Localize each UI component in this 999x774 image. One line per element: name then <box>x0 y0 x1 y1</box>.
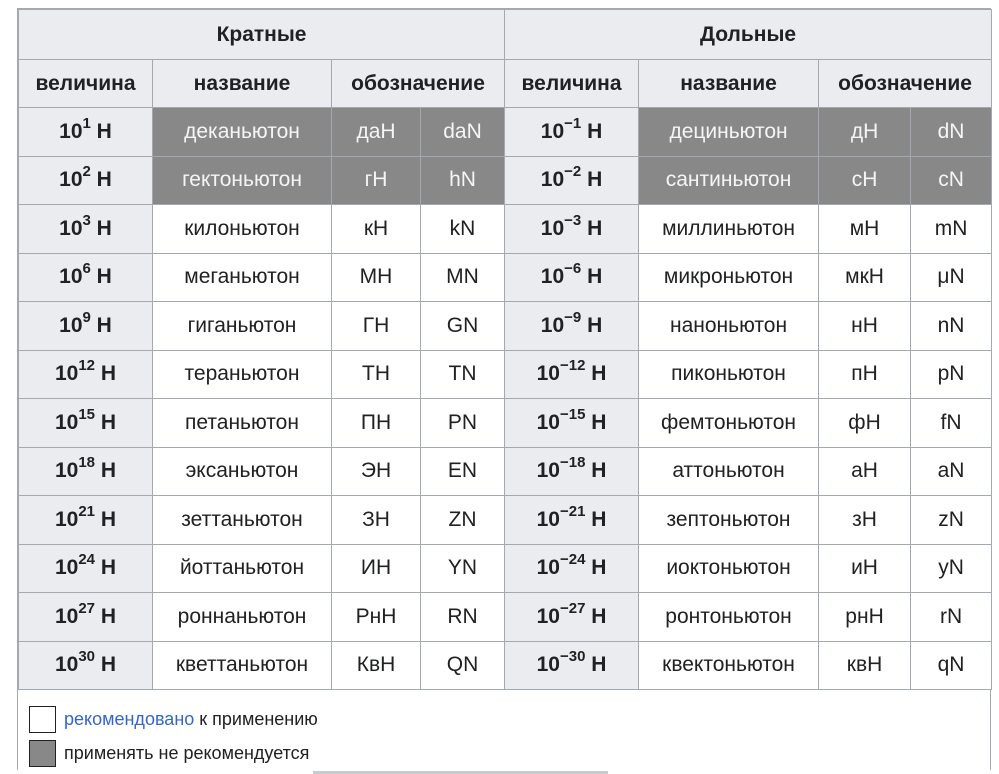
unit-name-cell: тераньютон <box>153 350 332 399</box>
legend <box>18 691 990 770</box>
russian-symbol-cell: дН <box>819 108 911 157</box>
group-header-row <box>19 10 992 60</box>
international-symbol-cell: nN <box>911 302 992 351</box>
quantity-column-header: величина <box>505 60 639 108</box>
quantity-unit: Н <box>90 168 112 192</box>
international-symbol-cell: yN <box>911 544 992 593</box>
quantity-exponent: −9 <box>564 308 582 326</box>
quantity-cell <box>19 253 153 302</box>
russian-symbol-cell: МН <box>332 253 421 302</box>
quantity-exponent: 6 <box>82 260 91 278</box>
unit-name-cell: кветтаньютон <box>153 641 332 690</box>
table-row <box>19 641 992 690</box>
quantity-base: 10 <box>536 507 560 531</box>
gray-swatch-icon <box>29 740 56 767</box>
russian-symbol-cell: даН <box>332 108 421 157</box>
quantity-unit: Н <box>581 216 603 240</box>
quantity-unit: Н <box>585 507 607 531</box>
quantity-exponent: −18 <box>559 454 586 472</box>
russian-symbol-cell: ГН <box>332 302 421 351</box>
international-symbol-cell: MN <box>421 253 505 302</box>
unit-name-cell: микроньютон <box>639 253 819 302</box>
quantity-base: 10 <box>536 362 560 386</box>
quantity-unit: Н <box>585 604 607 628</box>
quantity-base: 10 <box>540 313 565 337</box>
quantity-exponent: −27 <box>559 599 586 617</box>
russian-symbol-cell: КвН <box>332 641 421 690</box>
quantity-cell <box>19 302 153 351</box>
table-row <box>19 156 992 205</box>
quantity-unit: Н <box>95 556 117 580</box>
unit-name-cell: роннаньютон <box>153 593 332 642</box>
quantity-base: 10 <box>59 119 83 143</box>
russian-symbol-cell: ПН <box>332 399 421 448</box>
unit-name-cell: деканьютон <box>153 108 332 157</box>
quantity-unit: Н <box>90 265 112 289</box>
quantity-unit: Н <box>585 556 607 580</box>
quantity-cell <box>19 496 153 545</box>
quantity-unit: Н <box>95 459 117 483</box>
column-header-row <box>19 60 992 108</box>
table-row <box>19 350 992 399</box>
quantity-exponent: −1 <box>564 114 582 132</box>
quantity-unit: Н <box>585 459 607 483</box>
quantity-exponent: 12 <box>78 357 96 375</box>
quantity-unit: Н <box>95 410 117 434</box>
quantity-cell <box>505 544 639 593</box>
table-row <box>19 399 992 448</box>
international-symbol-cell: PN <box>421 399 505 448</box>
table-row <box>19 447 992 496</box>
quantity-unit: Н <box>90 216 112 240</box>
quantity-base: 10 <box>54 653 79 677</box>
quantity-base: 10 <box>59 216 83 240</box>
quantity-cell <box>505 447 639 496</box>
unit-name-cell: квектоньютон <box>639 641 819 690</box>
russian-symbol-cell: ЗН <box>332 496 421 545</box>
quantity-unit: Н <box>581 168 603 192</box>
quantity-exponent: −3 <box>564 211 582 229</box>
russian-symbol-cell: зН <box>819 496 911 545</box>
quantity-exponent: −15 <box>559 405 586 423</box>
quantity-exponent: −24 <box>559 551 586 569</box>
quantity-exponent: −30 <box>559 648 586 666</box>
table-row <box>19 205 992 254</box>
units-table-frame <box>17 8 991 770</box>
quantity-cell <box>505 302 639 351</box>
unit-name-cell: йоттаньютон <box>153 544 332 593</box>
international-symbol-cell: YN <box>421 544 505 593</box>
quantity-exponent: −2 <box>564 163 582 181</box>
quantity-exponent: 3 <box>82 211 91 229</box>
international-symbol-cell: TN <box>421 350 505 399</box>
quantity-unit: Н <box>95 362 117 386</box>
international-symbol-cell: daN <box>421 108 505 157</box>
quantity-base: 10 <box>59 265 83 289</box>
international-symbol-cell: kN <box>421 205 505 254</box>
table-row <box>19 496 992 545</box>
quantity-exponent: 15 <box>78 405 96 423</box>
quantity-cell <box>19 544 153 593</box>
quantity-unit: Н <box>95 507 117 531</box>
international-symbol-cell: RN <box>421 593 505 642</box>
unit-name-cell: зептоньютон <box>639 496 819 545</box>
quantity-base: 10 <box>54 410 79 434</box>
international-symbol-cell: ZN <box>421 496 505 545</box>
name-column-header: название <box>153 60 332 108</box>
legend-not-recommended <box>29 739 309 768</box>
quantity-cell <box>505 156 639 205</box>
russian-symbol-cell: ИН <box>332 544 421 593</box>
international-symbol-cell: mN <box>911 205 992 254</box>
quantity-base: 10 <box>540 119 565 143</box>
quantity-cell <box>505 593 639 642</box>
quantity-unit: Н <box>90 119 112 143</box>
unit-name-cell: пиконьютон <box>639 350 819 399</box>
international-symbol-cell: pN <box>911 350 992 399</box>
international-symbol-cell: qN <box>911 641 992 690</box>
russian-symbol-cell: кН <box>332 205 421 254</box>
quantity-cell <box>505 205 639 254</box>
quantity-cell <box>19 641 153 690</box>
table-row <box>19 544 992 593</box>
quantity-unit: Н <box>95 653 117 677</box>
quantity-base: 10 <box>536 604 560 628</box>
multiples-header: Кратные <box>19 10 505 60</box>
international-symbol-cell: μN <box>911 253 992 302</box>
international-symbol-cell: rN <box>911 593 992 642</box>
unit-name-cell: миллиньютон <box>639 205 819 254</box>
international-symbol-cell: zN <box>911 496 992 545</box>
quantity-unit: Н <box>585 653 607 677</box>
quantity-unit: Н <box>581 119 603 143</box>
quantity-unit: Н <box>585 362 607 386</box>
international-symbol-cell: dN <box>911 108 992 157</box>
international-symbol-cell: EN <box>421 447 505 496</box>
unit-name-cell: гектоньютон <box>153 156 332 205</box>
russian-symbol-cell: иН <box>819 544 911 593</box>
quantity-base: 10 <box>54 556 79 580</box>
legend-recommended <box>29 705 318 734</box>
russian-symbol-cell: РнН <box>332 593 421 642</box>
quantity-column-header: величина <box>19 60 153 108</box>
unit-name-cell: эксаньютон <box>153 447 332 496</box>
quantity-unit: Н <box>585 410 607 434</box>
quantity-exponent: 27 <box>78 599 96 617</box>
quantity-exponent: −12 <box>559 357 586 375</box>
quantity-cell <box>505 253 639 302</box>
unit-name-cell: меганьютон <box>153 253 332 302</box>
russian-symbol-cell: ТН <box>332 350 421 399</box>
unit-name-cell: ронтоньютон <box>639 593 819 642</box>
quantity-base: 10 <box>54 604 79 628</box>
submultiples-header: Дольные <box>505 10 992 60</box>
unit-name-cell: петаньютон <box>153 399 332 448</box>
quantity-base: 10 <box>536 459 560 483</box>
quantity-cell <box>505 496 639 545</box>
quantity-exponent: 24 <box>78 551 96 569</box>
quantity-base: 10 <box>540 216 565 240</box>
recommended-label: к применению <box>194 709 318 729</box>
quantity-cell <box>505 108 639 157</box>
quantity-base: 10 <box>54 507 79 531</box>
international-symbol-cell: hN <box>421 156 505 205</box>
quantity-exponent: 2 <box>82 163 91 181</box>
quantity-exponent: 21 <box>78 502 96 520</box>
russian-symbol-cell: пН <box>819 350 911 399</box>
russian-symbol-cell: квН <box>819 641 911 690</box>
quantity-base: 10 <box>536 653 560 677</box>
russian-symbol-cell: сН <box>819 156 911 205</box>
unit-name-cell: фемтоньютон <box>639 399 819 448</box>
quantity-exponent: 18 <box>78 454 96 472</box>
quantity-cell <box>19 593 153 642</box>
quantity-cell <box>505 399 639 448</box>
quantity-exponent: 30 <box>78 648 96 666</box>
not-recommended-label: применять не рекомендуется <box>64 743 310 763</box>
table-row <box>19 253 992 302</box>
quantity-unit: Н <box>90 313 112 337</box>
russian-symbol-cell: мкН <box>819 253 911 302</box>
unit-name-cell: наноньютон <box>639 302 819 351</box>
recommended-link[interactable]: рекомендовано <box>64 709 195 729</box>
symbol-column-header: обозначение <box>332 60 505 108</box>
table-row <box>19 108 992 157</box>
table-row <box>19 593 992 642</box>
russian-symbol-cell: фН <box>819 399 911 448</box>
symbol-column-header: обозначение <box>819 60 992 108</box>
unit-name-cell: килоньютон <box>153 205 332 254</box>
quantity-unit: Н <box>581 313 603 337</box>
quantity-cell <box>19 350 153 399</box>
quantity-base: 10 <box>540 168 565 192</box>
quantity-cell <box>19 156 153 205</box>
russian-symbol-cell: аН <box>819 447 911 496</box>
russian-symbol-cell: нН <box>819 302 911 351</box>
quantity-cell <box>19 205 153 254</box>
white-swatch-icon <box>29 706 56 733</box>
unit-name-cell: сантиньютон <box>639 156 819 205</box>
quantity-cell <box>505 641 639 690</box>
unit-name-cell: иоктоньютон <box>639 544 819 593</box>
newton-prefixes-table <box>18 9 992 690</box>
international-symbol-cell: aN <box>911 447 992 496</box>
international-symbol-cell: cN <box>911 156 992 205</box>
unit-name-cell: аттоньютон <box>639 447 819 496</box>
quantity-exponent: −21 <box>559 502 586 520</box>
quantity-base: 10 <box>540 265 565 289</box>
russian-symbol-cell: ЭН <box>332 447 421 496</box>
quantity-base: 10 <box>59 168 83 192</box>
quantity-base: 10 <box>536 410 560 434</box>
russian-symbol-cell: рнН <box>819 593 911 642</box>
quantity-cell <box>19 447 153 496</box>
quantity-unit: Н <box>581 265 603 289</box>
table-row <box>19 302 992 351</box>
russian-symbol-cell: гН <box>332 156 421 205</box>
quantity-exponent: 1 <box>82 114 91 132</box>
unit-name-cell: гиганьютон <box>153 302 332 351</box>
quantity-exponent: −6 <box>564 260 582 278</box>
quantity-exponent: 9 <box>82 308 91 326</box>
quantity-base: 10 <box>54 459 79 483</box>
international-symbol-cell: fN <box>911 399 992 448</box>
name-column-header: название <box>639 60 819 108</box>
quantity-base: 10 <box>59 313 83 337</box>
international-symbol-cell: QN <box>421 641 505 690</box>
international-symbol-cell: GN <box>421 302 505 351</box>
quantity-base: 10 <box>54 362 79 386</box>
quantity-base: 10 <box>536 556 560 580</box>
unit-name-cell: дециньютон <box>639 108 819 157</box>
quantity-unit: Н <box>95 604 117 628</box>
russian-symbol-cell: мН <box>819 205 911 254</box>
unit-name-cell: зеттаньютон <box>153 496 332 545</box>
quantity-cell <box>19 108 153 157</box>
quantity-cell <box>505 350 639 399</box>
quantity-cell <box>19 399 153 448</box>
